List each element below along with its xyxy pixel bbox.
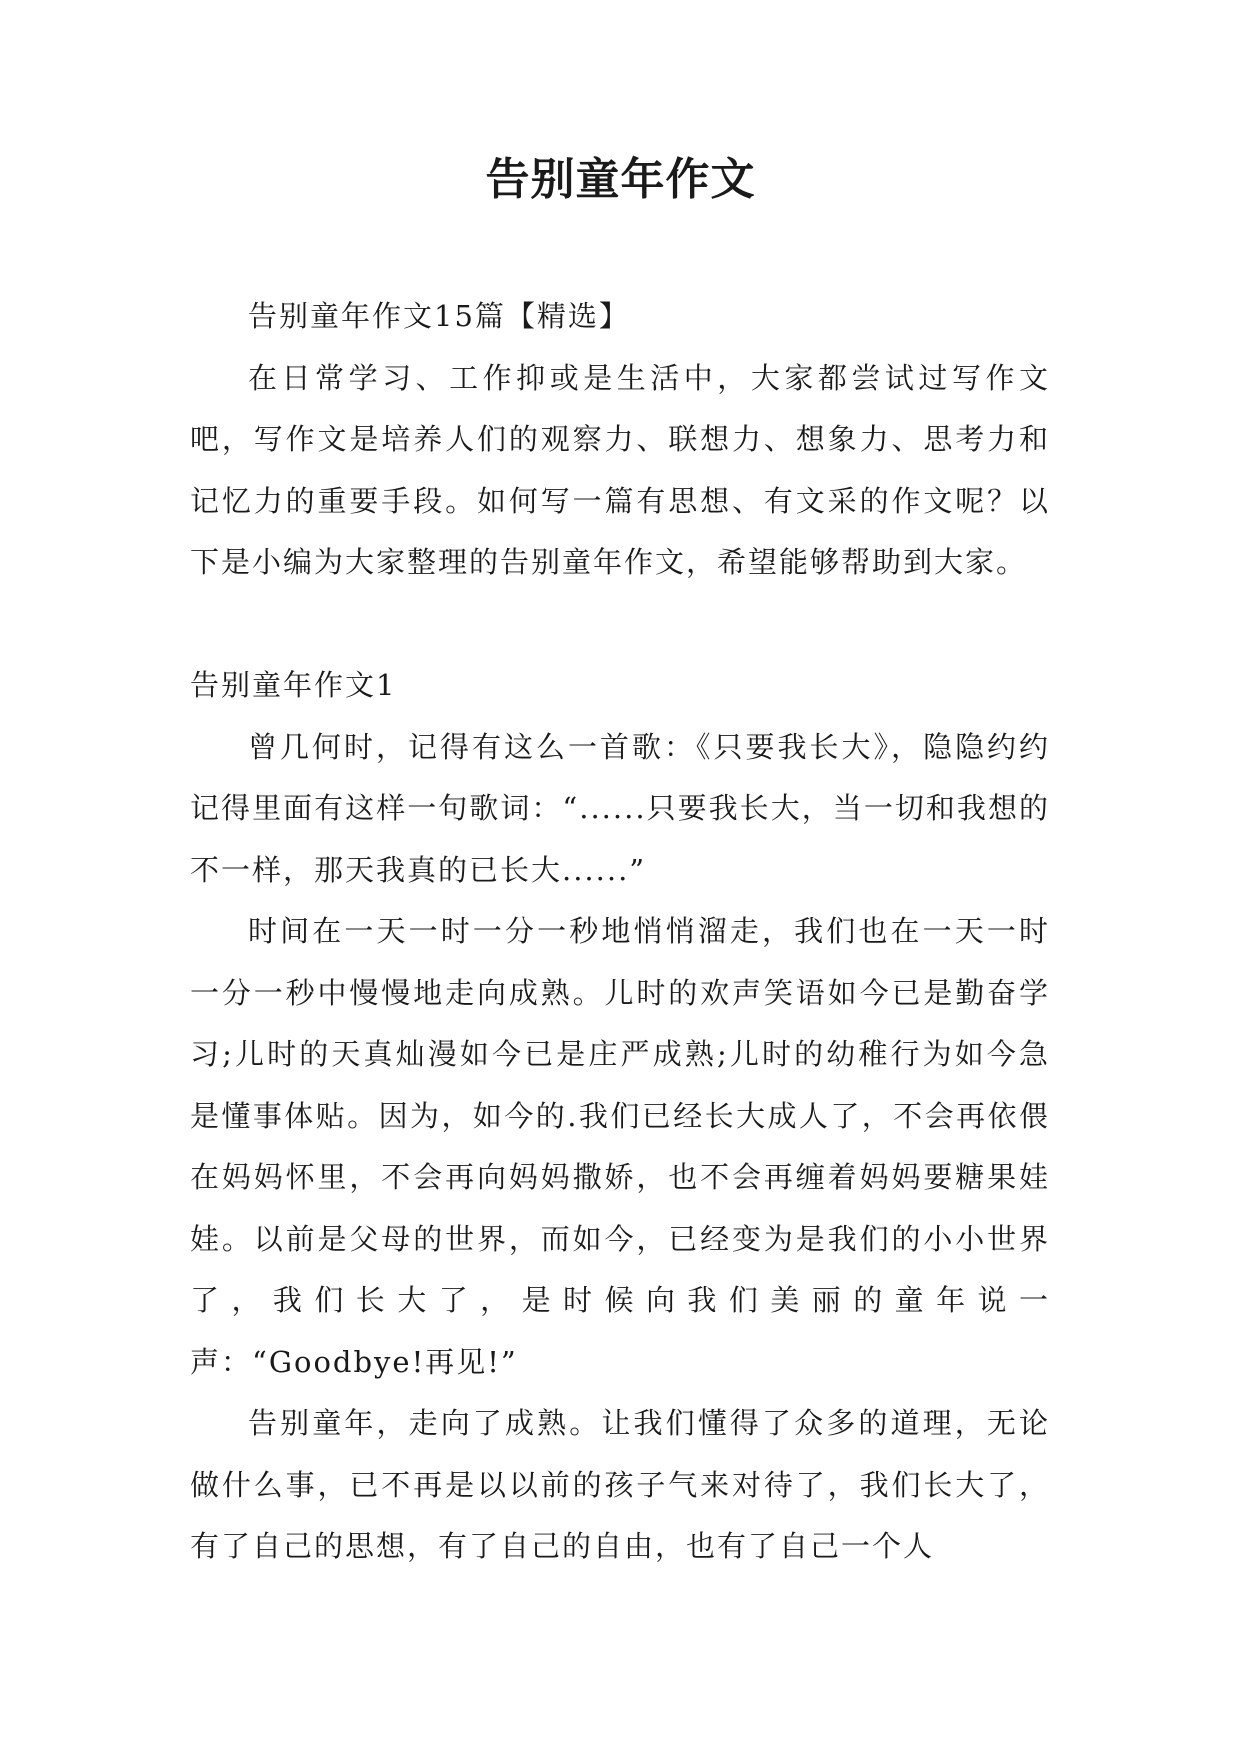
paragraph-gap <box>190 594 1050 656</box>
document-body <box>190 286 1050 1578</box>
body-paragraph: 时间在一天一时一分一秒地悄悄溜走，我们也在一天一时一分一秒中慢慢地走向成熟。儿时的欢声笑语如今已是勤奋学习;儿时的天真灿漫如今已是庄严成熟;儿时的幼稚行为如今急是懂事体贴。因为，如今的.我们已经长大成人了，不会再依偎在妈妈怀里，不会再向妈妈撒娇，也不会再缠着妈妈要糖果娃娃。以前是父母的世界，而如今，已经变为是我们的小小世界了，我们长大了，是时候向我们美丽的童年说一声：“Goodbye!再见!” <box>190 914 1050 1379</box>
document-title: 告别童年作文 <box>485 154 756 205</box>
document-subtitle: 告别童年作文15篇【精选】 <box>248 299 630 333</box>
intro-paragraph: 在日常学习、工作抑或是生活中，大家都尝试过写作文吧，写作文是培养人们的观察力、联想力、想象力、思考力和记忆力的重要手段。如何写一篇有思想、有文采的作文呢？以下是小编为大家整理的告别童年作文，希望能够帮助到大家。 <box>190 360 1050 579</box>
section-heading: 告别童年作文1 <box>190 668 397 702</box>
body-paragraph: 告别童年，走向了成熟。让我们懂得了众多的道理，无论做什么事，已不再是以以前的孩子气来对待了，我们长大了，有了自己的思想，有了自己的自由，也有了自己一个人 <box>190 1406 1050 1563</box>
body-paragraph: 曾几何时，记得有这么一首歌：《只要我长大》，隐隐约约记得里面有这样一句歌词：“......只要我长大，当一切和我想的不一样，那天我真的已长大......” <box>190 729 1050 887</box>
